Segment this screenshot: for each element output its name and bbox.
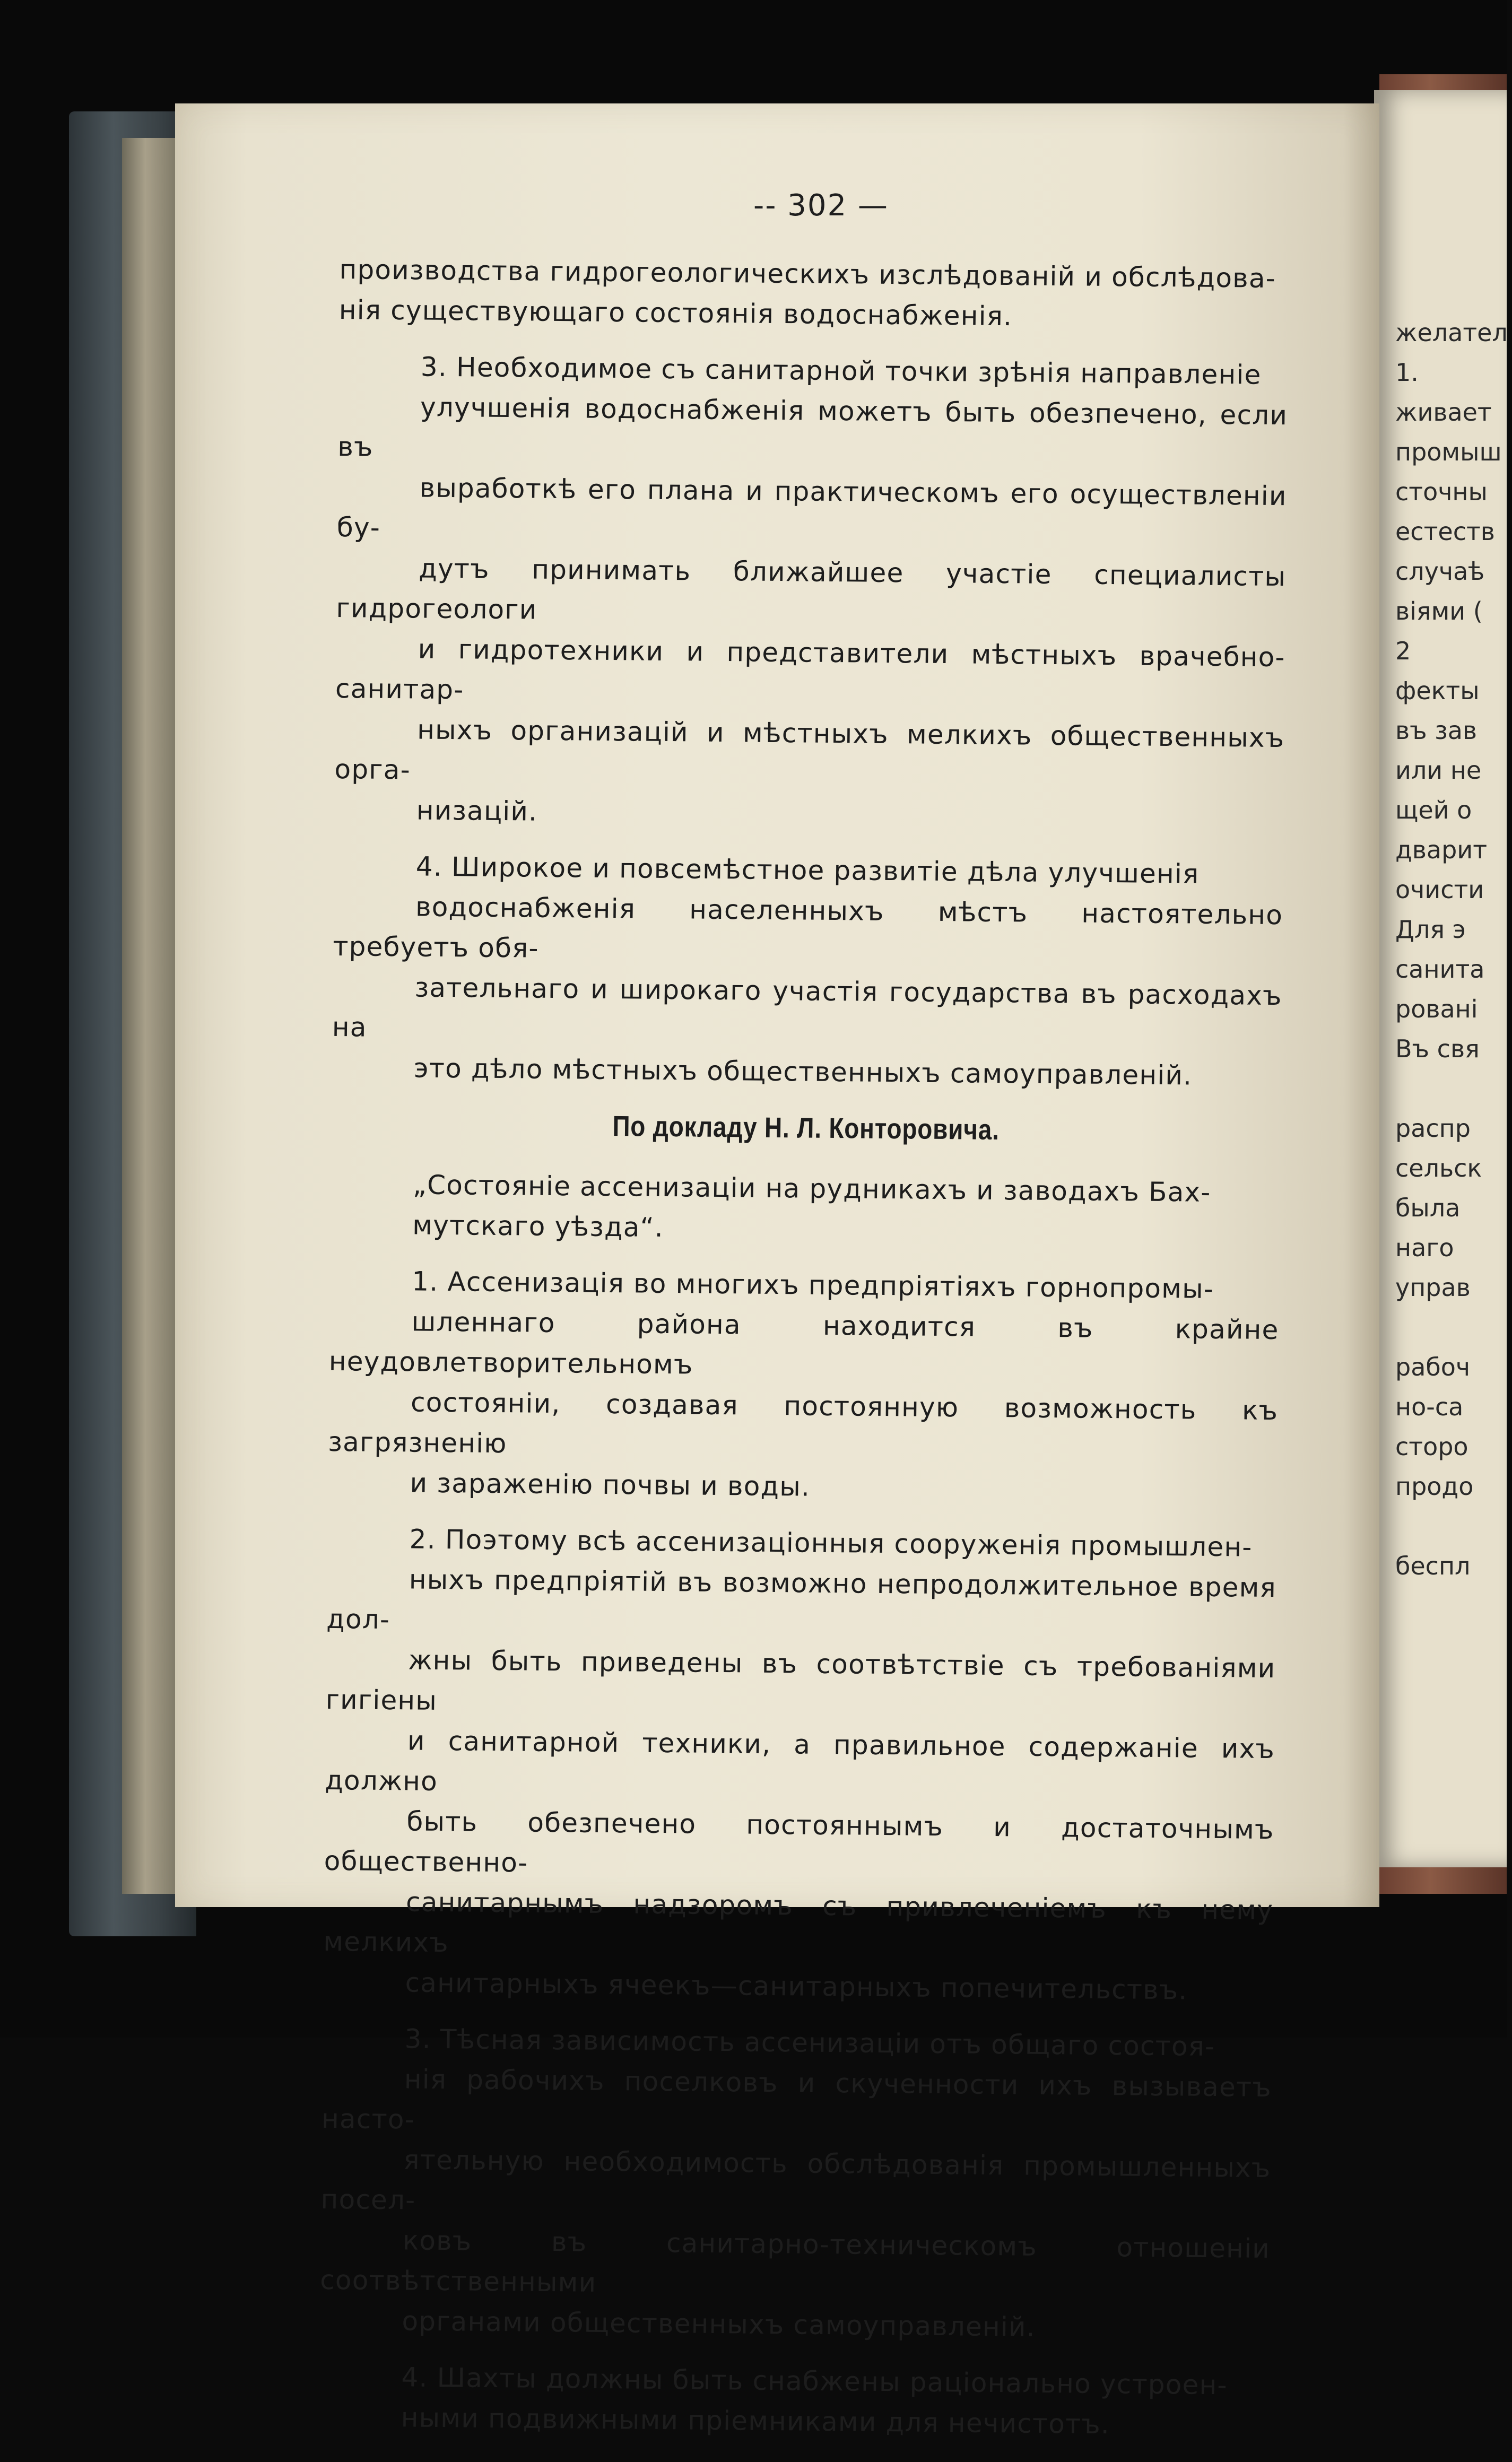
facing-text-line: щей о bbox=[1395, 796, 1472, 824]
facing-text-line: сточны bbox=[1395, 477, 1488, 506]
facing-text-line: въ зав bbox=[1395, 716, 1477, 745]
text-line: жны быть приведены въ соотвѣтствіе съ требованіями гигіены bbox=[325, 1645, 1276, 1716]
facing-text-line: или не bbox=[1395, 756, 1482, 785]
report-title bbox=[330, 1164, 1280, 1254]
text-line: ными подвижными пріемниками для нечистотъ. bbox=[401, 2402, 1110, 2440]
facing-text-line: промыш bbox=[1395, 438, 1502, 466]
intro-paragraph bbox=[339, 249, 1289, 339]
facing-text-line: віями ( bbox=[1395, 597, 1483, 625]
facing-text-line: случаѣ bbox=[1395, 557, 1485, 586]
facing-text-line: Въ свя bbox=[1395, 1034, 1480, 1063]
facing-text-line: продо bbox=[1395, 1472, 1474, 1501]
facing-text-line: 2 bbox=[1395, 637, 1411, 665]
facing-text-line: очисти bbox=[1395, 875, 1484, 904]
text-line: санитарнымъ надзоромъ съ привлеченіемъ къ нему мелкихъ bbox=[323, 1886, 1274, 1959]
text-line: и санитарной техники, а правильное содержаніе ихъ должно bbox=[325, 1725, 1275, 1797]
facing-text-line: рабоч bbox=[1395, 1353, 1471, 1381]
facing-text-line: была bbox=[1395, 1194, 1461, 1222]
text-line: выработкѣ его плана и практическомъ его осуществленіи бу- bbox=[336, 472, 1287, 543]
text-line: шленнаго района находится въ крайне неудовлетворительномъ bbox=[328, 1306, 1279, 1380]
text-line: ныхъ предпріятій въ возможно непродолжительное время дол- bbox=[326, 1564, 1277, 1635]
text-line: нія рабочихъ поселковъ и скученности ихъ вызываетъ насто- bbox=[321, 2064, 1272, 2135]
facing-text-line: дварит bbox=[1395, 836, 1487, 864]
facing-text-line: 1. bbox=[1395, 358, 1419, 387]
facing-text-line bbox=[1395, 1069, 1512, 1109]
text-line: нія существующаго состоянія водоснабженія. bbox=[338, 294, 1013, 332]
section-heading: По докладу Н. Л. Конторовича. bbox=[612, 1110, 1000, 1146]
facing-text-line: сторо bbox=[1395, 1432, 1468, 1461]
text-line: производства гидрогеологическихъ изслѣдованій и обслѣдова- bbox=[339, 254, 1276, 294]
text-line: быть обезпечено постояннымъ и достаточнымъ общественно- bbox=[324, 1806, 1274, 1878]
text-line: ныхъ организацій и мѣстныхъ мелкихъ общественныхъ орга- bbox=[334, 714, 1285, 786]
text-line: ковъ въ санитарно-техническомъ отношеніи соотвѣтственными bbox=[319, 2225, 1271, 2298]
text-line: улучшенія водоснабженія можетъ быть обезпечено, если въ bbox=[337, 392, 1288, 463]
text-line: 4. Шахты должны быть снабжены раціонально устроен- bbox=[401, 2362, 1228, 2401]
resolution-3 bbox=[319, 2018, 1272, 2350]
facing-text-line: фекты bbox=[1395, 676, 1480, 705]
text-line: это дѣло мѣстныхъ общественныхъ самоуправленій. bbox=[413, 1052, 1193, 1091]
resolution-2 bbox=[323, 1518, 1277, 2011]
facing-text-line: распр bbox=[1395, 1114, 1471, 1143]
text-line: 1. Ассенизація во многихъ предпріятіяхъ горнопромы- bbox=[412, 1266, 1214, 1304]
item-4-paragraph bbox=[332, 846, 1283, 1097]
text-line: органами общественныхъ самоуправленій. bbox=[402, 2306, 1036, 2343]
facing-text-line: беспл bbox=[1395, 1552, 1471, 1580]
facing-text-line: сельск bbox=[1395, 1154, 1482, 1182]
facing-text-line: ровані bbox=[1395, 995, 1478, 1023]
text-line: состояніи, создавая постоянную возможность къ загрязненію bbox=[328, 1387, 1279, 1459]
text-line: и зараженію почвы и воды. bbox=[410, 1467, 811, 1502]
resolution-1 bbox=[327, 1260, 1279, 1511]
facing-text-line bbox=[1395, 1308, 1512, 1347]
text-line: санитарныхъ ячеекъ—санитарныхъ попечительствъ. bbox=[405, 1967, 1188, 2006]
facing-text-line bbox=[1395, 1507, 1512, 1546]
page-edges-left bbox=[122, 138, 180, 1894]
text-line: 2. Поэтому всѣ ассенизаціонныя сооруженія промышлен- bbox=[409, 1524, 1253, 1563]
text-line: зательнаго и широкаго участія государства въ расходахъ на bbox=[332, 972, 1282, 1043]
facing-text-line: естеств bbox=[1395, 517, 1495, 546]
facing-text-line: живает bbox=[1395, 398, 1492, 427]
facing-page-text bbox=[1395, 313, 1512, 1586]
text-line: 3. Необходимое съ санитарной точки зрѣнія направленіе bbox=[420, 351, 1262, 390]
text-line: ятельную необходимость обслѣдованія промышленныхъ посел- bbox=[320, 2144, 1271, 2216]
text-line: 3. Тѣсная зависимость ассенизаціи отъ общаго состоя- bbox=[404, 2023, 1215, 2062]
facing-text-line: желател bbox=[1395, 318, 1508, 347]
resolution-4 bbox=[318, 2356, 1268, 2446]
page-body bbox=[318, 249, 1289, 2462]
text-line: „Состояніе ассенизаціи на рудникахъ и заводахъ Бах- bbox=[412, 1169, 1211, 1208]
text-line: низацій. bbox=[416, 795, 538, 827]
item-3-paragraph bbox=[334, 346, 1288, 839]
facing-text-line: санита bbox=[1395, 955, 1485, 984]
facing-text-line: Для э bbox=[1395, 915, 1466, 944]
facing-text-line: наго bbox=[1395, 1233, 1454, 1262]
text-line: водоснабженія населенныхъ мѣстъ настоятельно требуетъ обя- bbox=[333, 891, 1283, 964]
text-line: 4. Широкое и повсемѣстное развитіе дѣла улучшенія bbox=[415, 851, 1200, 890]
text-line: мутскаго уѣзда“. bbox=[412, 1210, 664, 1243]
page-number: -- 302 — bbox=[753, 188, 889, 223]
text-line: дутъ принимать ближайшее участіе специалисты гидрогеологи bbox=[336, 553, 1287, 625]
facing-text-line: но-са bbox=[1395, 1393, 1464, 1421]
text-line: и гидротехники и представители мѣстныхъ врачебно-санитар- bbox=[335, 633, 1285, 706]
facing-text-line: управ bbox=[1395, 1273, 1471, 1302]
